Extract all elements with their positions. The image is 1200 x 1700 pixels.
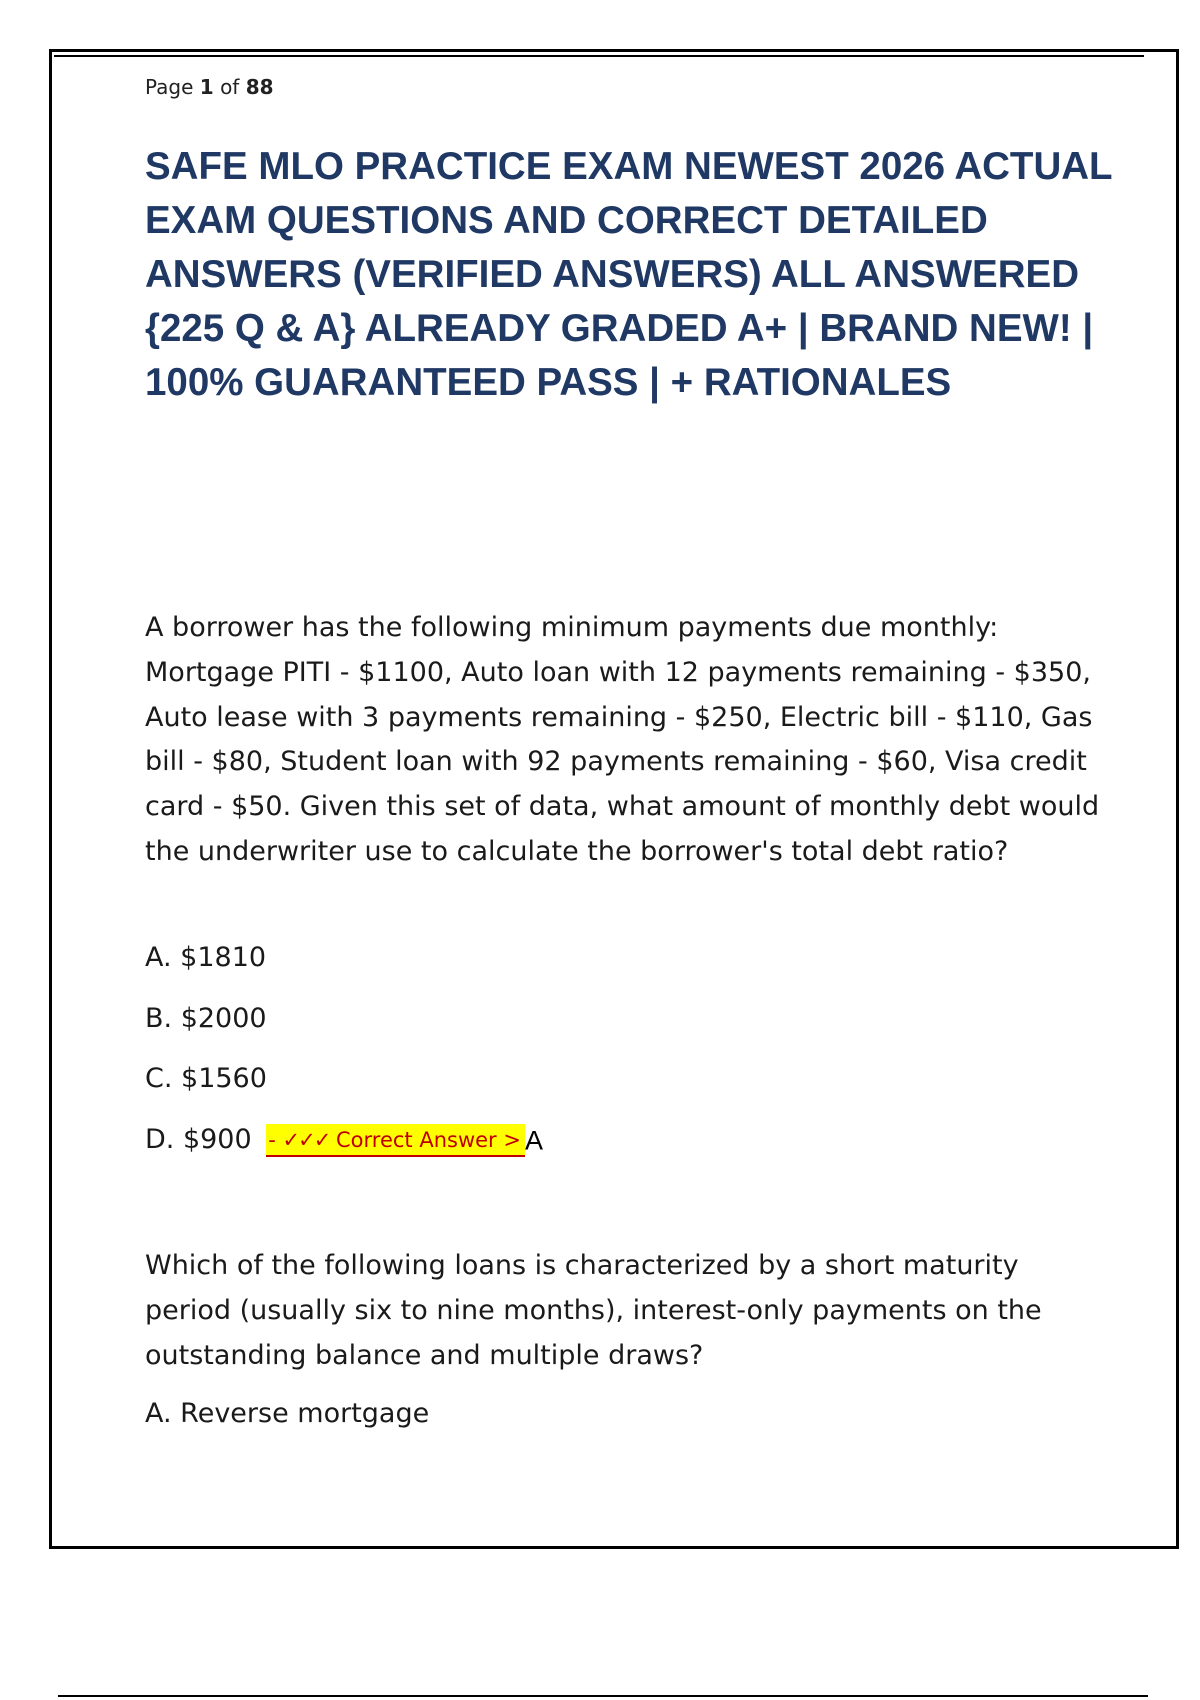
question-2-options [145, 1396, 429, 1432]
document-title: SAFE MLO PRACTICE EXAM NEWEST 2026 ACTUAL EXAM QUESTIONS AND CORRECT DETAILED ANSWERS (VERIFIED ANSWERS) ALL ANSWERED {225 Q & A} ALREADY GRADED A+ | BRAND NEW! | 100% GUARANTEED PASS | + RATIONALES [145, 145, 1112, 404]
page-current: 1 [199, 75, 214, 99]
option-b: B. $2000 [145, 1002, 267, 1034]
correct-answer-highlight [266, 1124, 525, 1157]
question-1-text: A borrower has the following minimum payments due monthly: Mortgage PITI - $1100, Auto loan with 12 payments remaining - $350, Auto lease with 3 payments remaining - $250, Electric bill - $110, Gas bill - $80, Student loan with 92 payments remaining - $60, Visa credit card - $50. Given this set of data, what amount of monthly debt would the underwriter use to calculate the borrower's total debt ratio? [145, 612, 1100, 867]
page-total: 88 [245, 75, 274, 99]
option-a: A. Reverse mortgage [145, 1398, 430, 1429]
option-c: C. $1560 [145, 1063, 267, 1094]
question-1-options [145, 940, 543, 1182]
page-number [145, 75, 274, 99]
correct-answer-label: Correct Answer [336, 1127, 497, 1152]
correct-answer-letter: A [524, 1125, 543, 1155]
page-separator: of [220, 75, 240, 99]
option-d-label: D. $900 [145, 1123, 252, 1155]
option-a: A. $1810 [145, 942, 267, 973]
question-2-text: Which of the following loans is characterized by a short maturity period (usually six to nine months), interest-only payments on the outstanding balance and multiple draws? [145, 1250, 1042, 1371]
top-rule [54, 55, 1144, 57]
option-d [145, 1122, 543, 1183]
answer-dash: - [268, 1127, 276, 1152]
arrow-icon: > [503, 1127, 521, 1152]
page-prefix: Page [145, 75, 194, 99]
bottom-rule [58, 1695, 1148, 1697]
checkmark-icon: ✓✓✓ [282, 1127, 330, 1152]
